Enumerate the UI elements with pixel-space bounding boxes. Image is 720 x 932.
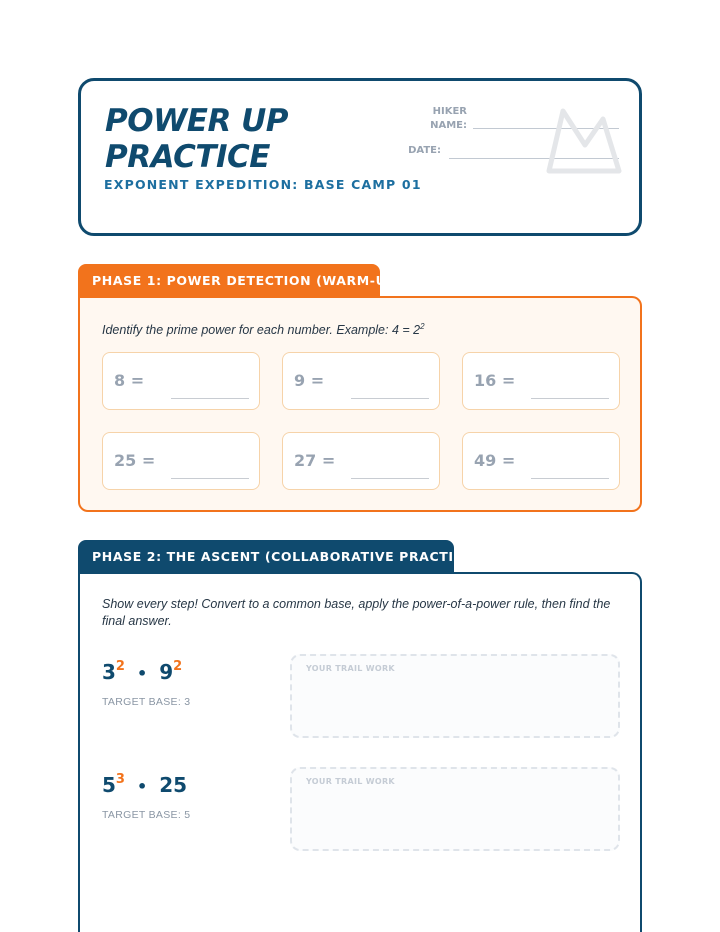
base: 3 [102,660,116,684]
answer-line [531,478,609,479]
answer-line [351,478,429,479]
multiply-operator: • [136,664,148,683]
problem-expression [102,660,182,684]
worksheet-title: POWER UP PRACTICE [105,103,288,175]
phase2-tab: PHASE 2: THE ASCENT (COLLABORATIVE PRACTICE) [78,540,454,574]
answer-label: 8 = [114,371,145,390]
answer-box[interactable] [102,432,260,490]
answer-label: 49 = [474,451,516,470]
answer-label: 27 = [294,451,336,470]
exponent: 2 [115,659,125,674]
answer-line [171,398,249,399]
multiply-operator: • [136,777,148,796]
exponent: 2 [173,659,183,674]
hiker-label-line1: HIKER [432,106,467,117]
mountain-icon [545,103,623,175]
example-exponent: 2 [420,322,425,331]
answer-line [171,478,249,479]
hiker-name-label [403,105,467,133]
target-base: TARGET BASE: 5 [102,809,191,821]
answer-line [351,398,429,399]
phase1-instructions [102,322,425,337]
phase2-section [78,572,642,932]
phase1-tab: PHASE 1: POWER DETECTION (WARM-UP) [78,264,380,298]
trail-work-area[interactable] [290,767,620,851]
target-base: TARGET BASE: 3 [102,696,191,708]
phase2-instructions: Show every step! Convert to a common base, apply the power-of-a-power rule, then find the final answer. [102,597,611,628]
answer-box[interactable] [282,352,440,410]
answer-line [531,398,609,399]
hiker-label-line2: NAME: [430,120,467,131]
exponent: 3 [115,772,125,787]
answer-label: 16 = [474,371,516,390]
answer-box[interactable] [102,352,260,410]
work-label: YOUR TRAIL WORK [306,664,395,673]
answer-label: 25 = [114,451,156,470]
answer-box[interactable] [462,352,620,410]
phase1-instructions-text: Identify the prime power for each number. Example: 4 = 2 [102,323,421,338]
answer-box[interactable] [462,432,620,490]
header-card [78,78,642,236]
phase1-section [78,296,642,512]
base: 25 [159,773,188,797]
answer-box[interactable] [282,432,440,490]
work-label: YOUR TRAIL WORK [306,777,395,786]
problem-expression [102,773,187,797]
base: 5 [102,773,116,797]
base: 9 [159,660,174,684]
answer-label: 9 = [294,371,325,390]
date-label: DATE: [408,145,441,156]
worksheet-subtitle: EXPONENT EXPEDITION: BASE CAMP 01 [104,177,422,192]
trail-work-area[interactable] [290,654,620,738]
